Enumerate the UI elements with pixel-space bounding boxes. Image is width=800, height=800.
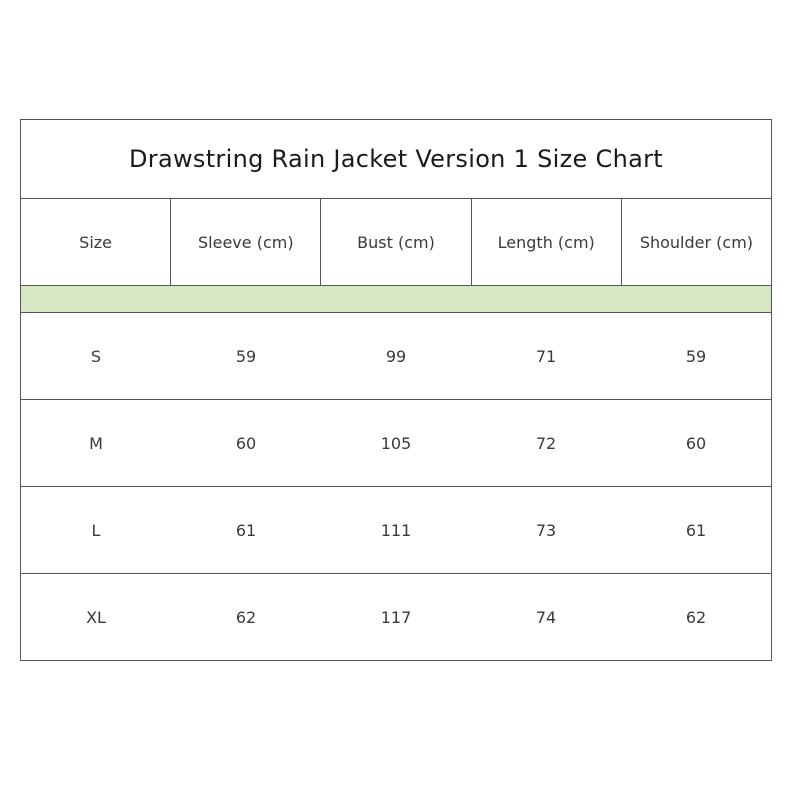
table-row — [21, 487, 771, 574]
chart-title: Drawstring Rain Jacket Version 1 Size Chart — [21, 120, 771, 199]
cell-bust: 105 — [380, 433, 412, 453]
header-sleeve: Sleeve (cm) — [171, 199, 321, 285]
cell-bust: 111 — [380, 520, 412, 540]
cell-length: 71 — [535, 346, 557, 366]
cell-size: L — [91, 520, 101, 540]
cell-shoulder: 60 — [685, 433, 707, 453]
cell-bust: 117 — [380, 607, 412, 627]
header-shoulder: Shoulder (cm) — [639, 232, 754, 252]
size-chart-table — [20, 119, 772, 661]
cell-shoulder: 62 — [685, 607, 707, 627]
cell-size: M — [89, 433, 103, 453]
cell-shoulder: 59 — [685, 346, 707, 366]
cell-size: S — [90, 346, 102, 366]
table-row — [21, 574, 771, 660]
header-size: Size — [21, 199, 171, 285]
cell-sleeve: 61 — [235, 520, 257, 540]
cell-length: 74 — [535, 607, 557, 627]
header-length: Length (cm) — [472, 199, 622, 285]
table-row — [21, 313, 771, 400]
cell-sleeve: 59 — [235, 346, 257, 366]
cell-bust: 99 — [385, 346, 407, 366]
cell-shoulder: 61 — [685, 520, 707, 540]
table-row — [21, 400, 771, 487]
header-row — [21, 199, 771, 286]
cell-sleeve: 62 — [235, 607, 257, 627]
header-bust: Bust (cm) — [321, 199, 471, 285]
cell-length: 73 — [535, 520, 557, 540]
cell-size: XL — [86, 607, 106, 627]
cell-sleeve: 60 — [235, 433, 257, 453]
green-divider-band — [21, 286, 771, 313]
cell-length: 72 — [535, 433, 557, 453]
